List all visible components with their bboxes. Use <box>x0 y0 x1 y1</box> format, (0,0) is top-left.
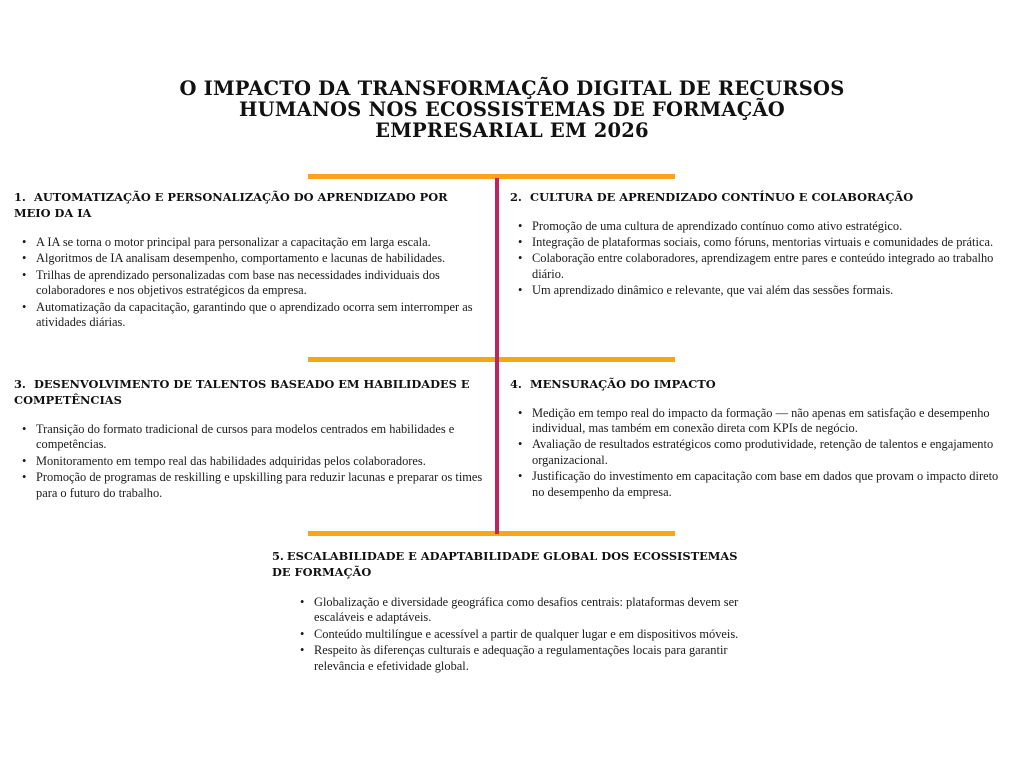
bullet-icon: • <box>518 234 523 249</box>
list-item <box>22 251 484 266</box>
section-1-bullet-list <box>14 235 484 330</box>
section-3-heading-text: DESENVOLVIMENTO DE TALENTOS BASEADO EM HABILIDADES E COMPETÊNCIAS <box>14 377 470 407</box>
section-5-heading-text: ESCALABILIDADE E ADAPTABILIDADE GLOBAL DOS ECOSSISTEMAS DE FORMAÇÃO <box>272 549 738 579</box>
section-1-number: 1. <box>14 190 26 204</box>
list-item <box>518 234 1000 250</box>
bullet-icon: • <box>22 235 27 249</box>
bullet-icon: • <box>22 251 27 266</box>
list-item <box>518 437 1000 468</box>
list-item-text: Promoção de uma cultura de aprendizado contínuo como ativo estratégico. <box>532 218 903 233</box>
list-item <box>518 218 1000 234</box>
bullet-icon: • <box>518 405 523 420</box>
list-item <box>518 283 1000 298</box>
section-5-bullet-list <box>272 595 752 674</box>
divider-bottom-orange <box>308 531 675 536</box>
section-1-heading <box>14 190 484 221</box>
section-4-heading <box>510 377 1000 393</box>
section-4-number: 4. <box>510 377 522 391</box>
bullet-icon: • <box>22 267 27 282</box>
list-item-text: Transição do formato tradicional de cursos para modelos centrados em habilidades e competências. <box>36 422 455 452</box>
list-item-text: Trilhas de aprendizado personalizadas com base nas necessidades individuais dos colaboradores e nos objetivos estratégicos da empresa. <box>36 267 440 298</box>
divider-middle-orange <box>308 357 675 362</box>
section-5-number: 5. <box>272 549 284 563</box>
list-item <box>22 267 484 299</box>
page-title: O IMPACTO DA TRANSFORMAÇÃO DIGITAL DE RECURSOS HUMANOS NOS ECOSSISTEMAS DE FORMAÇÃO EMPRESARIAL EM 2026 <box>179 77 845 142</box>
list-item <box>518 251 1000 282</box>
section-2-number: 2. <box>510 190 522 204</box>
list-item-text: A IA se torna o motor principal para personalizar a capacitação em larga escala. <box>36 235 431 249</box>
bullet-icon: • <box>300 643 305 658</box>
section-4-heading-text: MENSURAÇÃO DO IMPACTO <box>530 377 716 391</box>
section-2-heading-text: CULTURA DE APRENDIZADO CONTÍNUO E COLABORAÇÃO <box>530 190 914 204</box>
section-2 <box>510 190 1000 300</box>
section-3-bullet-list <box>14 422 494 501</box>
bullet-icon: • <box>518 437 523 452</box>
list-item-text: Globalização e diversidade geográfica como desafios centrais: plataformas devem ser escaláveis e adaptáveis. <box>314 595 739 625</box>
list-item-text: Monitoramento em tempo real das habilidades adquiridas pelos colaboradores. <box>36 453 426 468</box>
bullet-icon: • <box>22 299 27 314</box>
list-item <box>518 469 1000 500</box>
list-item <box>300 626 752 642</box>
list-item-text: Promoção de programas de reskilling e upskilling para reduzir lacunas e preparar os times para o futuro do trabalho. <box>36 470 483 500</box>
list-item-text: Colaboração entre colaboradores, aprendizagem entre pares e conteúdo integrado ao trabalho diário. <box>532 251 994 281</box>
list-item <box>22 453 494 469</box>
list-item <box>22 422 494 453</box>
section-3-number: 3. <box>14 377 26 391</box>
section-5 <box>272 549 752 675</box>
bullet-icon: • <box>518 469 523 484</box>
bullet-icon: • <box>22 422 27 436</box>
bullet-icon: • <box>518 251 523 266</box>
section-1-heading-text: AUTOMATIZAÇÃO E PERSONALIZAÇÃO DO APRENDIZADO POR MEIO DA IA <box>14 190 448 220</box>
list-item <box>22 470 494 501</box>
bullet-icon: • <box>300 626 305 641</box>
bullet-icon: • <box>518 218 523 233</box>
list-item <box>300 643 752 674</box>
list-item-text: Avaliação de resultados estratégicos como produtividade, retenção de talentos e engajamento organizacional. <box>532 437 994 467</box>
bullet-icon: • <box>22 453 27 468</box>
list-item-text: Algoritmos de IA analisam desempenho, comportamento e lacunas de habilidades. <box>36 251 446 266</box>
section-4-bullet-list <box>510 406 1000 500</box>
list-item-text: Respeito às diferenças culturais e adequação a regulamentações locais para garantir relevância e efetividade global. <box>314 643 728 673</box>
bullet-icon: • <box>22 470 27 485</box>
list-item-text: Um aprendizado dinâmico e relevante, que vai além das sessões formais. <box>532 283 894 298</box>
section-1 <box>14 190 484 331</box>
list-item-text: Justificação do investimento em capacitação com base em dados que provam o impacto direto no desempenho da empresa. <box>532 469 999 499</box>
bullet-icon: • <box>300 595 305 609</box>
list-item-text: Automatização da capacitação, garantindo que o aprendizado ocorra sem interromper as atividades diárias. <box>36 299 473 330</box>
list-item-text: Medição em tempo real do impacto da formação — não apenas em satisfação e desempenho individual, mas também em conexão direta com KPIs de negócio. <box>532 405 990 435</box>
list-item <box>300 595 752 626</box>
list-item <box>518 405 1000 437</box>
bullet-icon: • <box>518 283 523 298</box>
section-3 <box>14 377 494 502</box>
list-item-text: Conteúdo multilíngue e acessível a partir de qualquer lugar e em dispositivos móveis. <box>314 626 739 641</box>
divider-vertical-crimson <box>495 178 499 534</box>
section-2-heading <box>510 190 1000 206</box>
section-2-bullet-list <box>510 219 1000 299</box>
list-item-text: Integração de plataformas sociais, como fóruns, mentorias virtuais e comunidades de prática. <box>532 234 994 249</box>
section-3-heading <box>14 377 494 408</box>
divider-top-orange <box>308 174 675 179</box>
section-4 <box>510 377 1000 501</box>
list-item <box>22 235 484 250</box>
section-5-heading <box>272 549 752 580</box>
list-item <box>22 299 484 331</box>
